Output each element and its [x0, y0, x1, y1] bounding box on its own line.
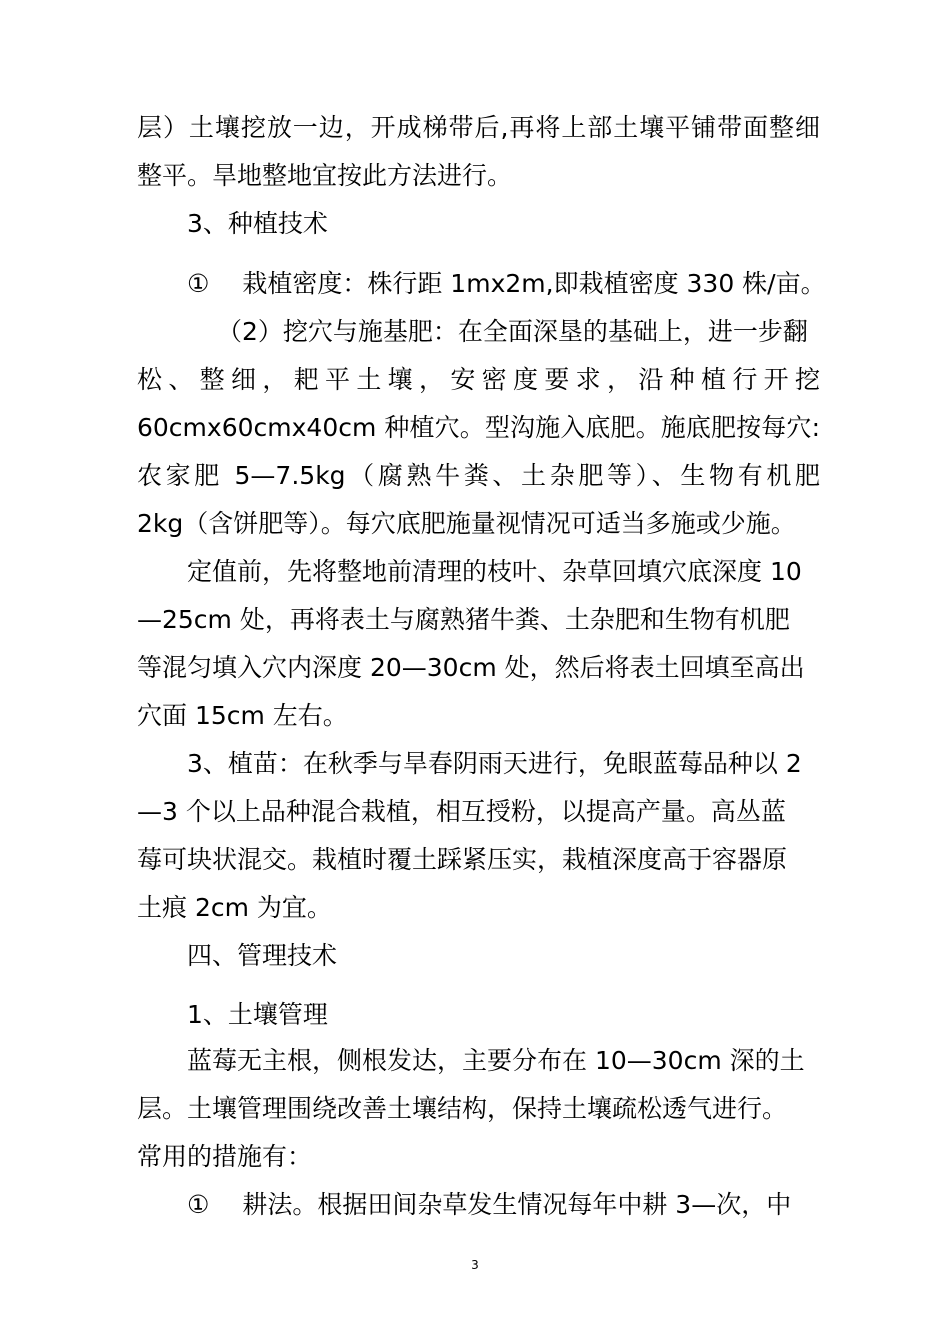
- paragraph-line: —25cm 处，再将表土与腐熟猪牛粪、土杂肥和生物有机肥: [137, 605, 790, 634]
- paragraph-line: 穴面 15cm 左右。: [137, 701, 348, 730]
- paragraph-line: —3 个以上品种混合栽植，相互授粉，以提高产量。高丛蓝: [137, 797, 786, 826]
- paragraph-line: 定值前，先将整地前清理的枝叶、杂草回填穴底深度 10: [187, 557, 802, 586]
- paragraph-line: 层。土壤管理围绕改善土壤结构，保持土壤疏松透气进行。: [137, 1094, 788, 1123]
- paragraph-line: 等混匀填入穴内深度 20—30cm 处，然后将表土回填至高出: [137, 653, 805, 682]
- paragraph-line: 常用的措施有：: [137, 1142, 313, 1171]
- paragraph-line: ① 耕法。根据田间杂草发生情况每年中耕 3—次，中: [187, 1190, 792, 1219]
- paragraph-line: ① 栽植密度：株行距 1mx2m,即栽植密度 330 株/亩。: [187, 269, 826, 298]
- page-number: 3: [471, 1258, 479, 1272]
- section-heading: 3、种植技术: [187, 209, 328, 238]
- section-heading: 四、管理技术: [187, 941, 338, 970]
- paragraph-line: 2kg（含饼肥等）。每穴底肥施量视情况可适当多施或少施。: [137, 509, 796, 538]
- paragraph-line: 蓝莓无主根，侧根发达，主要分布在 10—30cm 深的土: [187, 1046, 805, 1075]
- section-heading: 1、土壤管理: [187, 1000, 328, 1029]
- paragraph-line: 层）土壤挖放一边，开成梯带后,再将上部土壤平铺带面整细: [137, 113, 820, 142]
- paragraph-line: 60cmx60cmx40cm 种植穴。型沟施入底肥。施底肥按每穴:: [137, 413, 820, 442]
- paragraph-line: 莓可块状混交。栽植时覆土踩紧压实，栽植深度高于容器原: [137, 845, 788, 874]
- paragraph-line: （2）挖穴与施基肥：在全面深垦的基础上，进一步翻: [217, 317, 808, 346]
- paragraph-line: 整平。旱地整地宜按此方法进行。: [137, 161, 513, 190]
- paragraph-line: 农家肥 5—7.5kg（腐熟牛粪、土杂肥等）、生物有机肥: [137, 461, 820, 490]
- paragraph-line: 松、整细，耙平土壤，安密度要求，沿种植行开挖: [137, 365, 820, 394]
- paragraph-line: 3、植苗：在秋季与旱春阴雨天进行，免眼蓝莓品种以 2: [187, 749, 802, 778]
- paragraph-line: 土痕 2cm 为宜。: [137, 893, 332, 922]
